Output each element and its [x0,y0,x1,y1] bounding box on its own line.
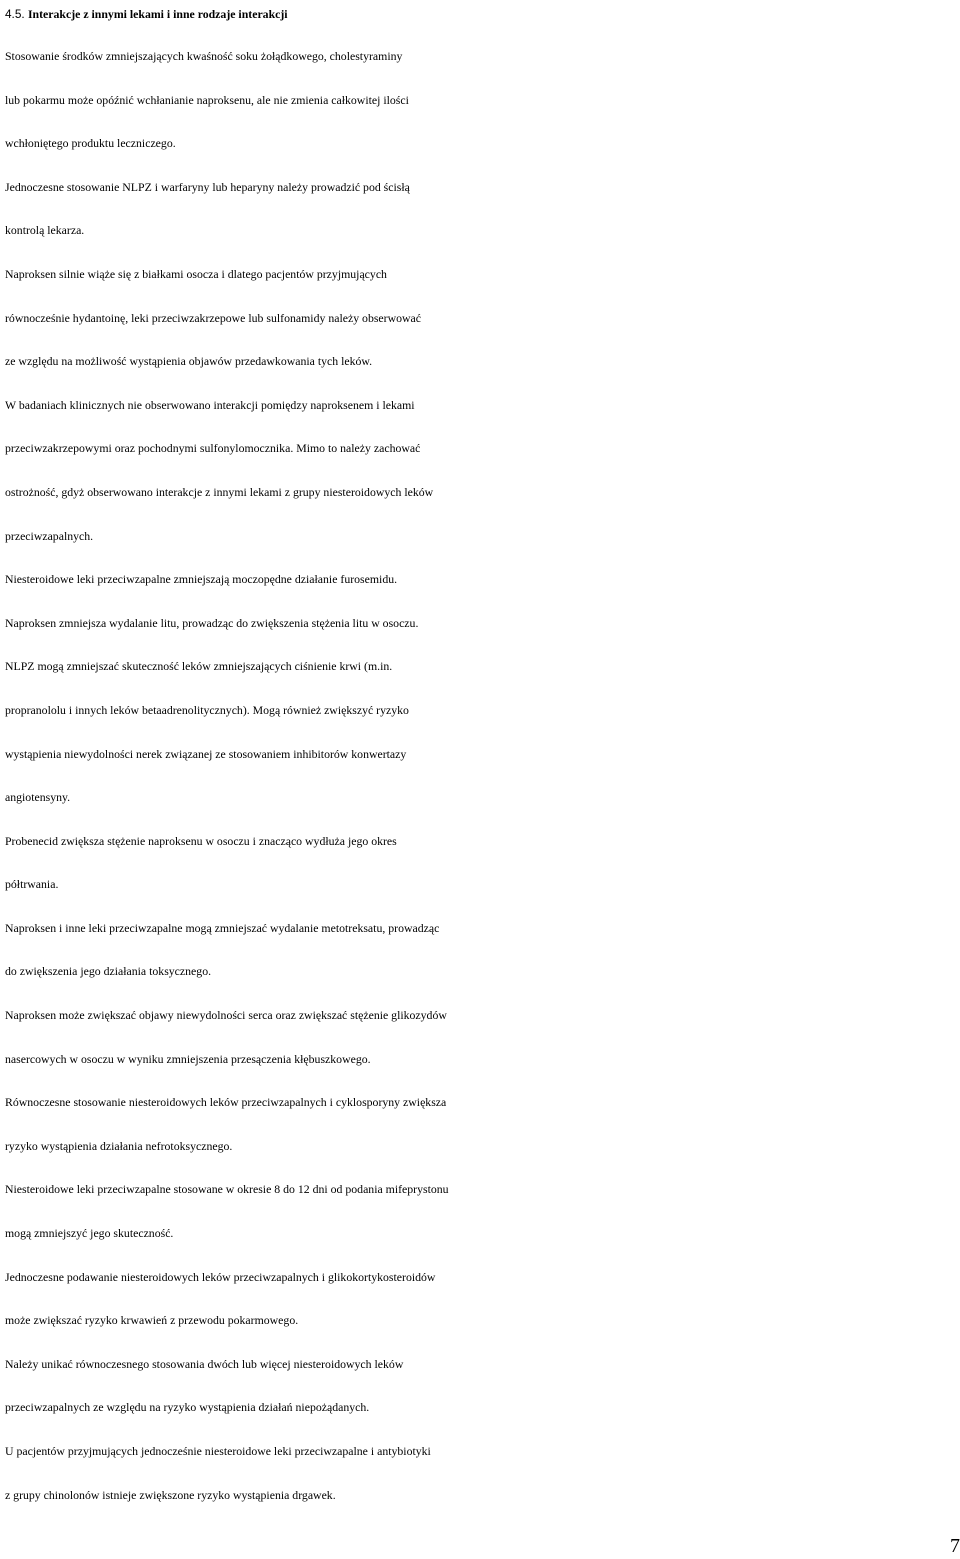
text-line: półtrwania. [5,877,59,892]
text-line: lub pokarmu może opóźnić wchłanianie naproksenu, ale nie zmienia całkowitej ilości [5,92,409,107]
text-line: Niesteroidowe leki przeciwzapalne zmniejszają moczopędne działanie furosemidu. [5,572,398,587]
section-title: Interakcje z innymi lekami i inne rodzaje interakcji [27,7,288,21]
text-line: równocześnie hydantoinę, leki przeciwzakrzepowe lub sulfonamidy należy obserwować [5,310,422,325]
text-line: Naproksen i inne leki przeciwzapalne mogą zmniejszać wydalanie metotreksatu, prowadząc [5,920,440,935]
text-line: Probenecid zwiększa stężenie naproksenu w osoczu i znacząco wydłuża jego okres [5,833,397,848]
text-line: angiotensyny. [5,790,71,805]
text-line: W badaniach klinicznych nie obserwowano interakcji pomiędzy naproksenem i lekami [5,397,415,412]
text-line: ze względu na możliwość wystąpienia objawów przedawkowania tych leków. [5,354,373,369]
text-line: Naproksen zmniejsza wydalanie litu, prowadząc do zwiększenia stężenia litu w osoczu. [5,615,419,630]
text-line: Niesteroidowe leki przeciwzapalne stosowane w okresie 8 do 12 dni od podania mifeprystonu [5,1182,449,1197]
text-line: Równoczesne stosowanie niesteroidowych leków przeciwzapalnych i cyklosporyny zwiększa [5,1095,447,1110]
text-line: Stosowanie środków zmniejszających kwaśność soku żołądkowego, cholestyraminy [5,49,403,63]
text-line: propranololu i innych leków betaadrenolitycznych). Mogą również zwiększyć ryzyko [5,702,409,717]
section-heading [5,0,960,26]
section-number: 4.5. [5,7,25,21]
text-line: NLPZ mogą zmniejszać skuteczność leków zmniejszających ciśnienie krwi (m.in. [5,659,393,674]
text-line: mogą zmniejszyć jego skuteczność. [5,1226,174,1241]
text-line: przeciwzapalnych ze względu na ryzyko wystąpienia działań niepożądanych. [5,1400,370,1415]
text-line: może zwiększać ryzyko krwawień z przewodu pokarmowego. [5,1313,299,1328]
text-line: wystąpienia niewydolności nerek związanej ze stosowaniem inhibitorów konwertazy [5,746,407,761]
text-line: nasercowych w osoczu w wyniku zmniejszenia przesączenia kłębuszkowego. [5,1051,371,1066]
text-line: ryzyko wystąpienia działania nefrotoksycznego. [5,1138,233,1153]
text-line: Naproksen silnie wiąże się z białkami osocza i dlatego pacjentów przyjmujących [5,266,387,281]
text-line: kontrolą lekarza. [5,223,85,238]
page-number: 7 [950,1535,960,1557]
text-line: z grupy chinolonów istnieje zwiększone ryzyko wystąpienia drgawek. [5,1487,336,1502]
text-line: Jednoczesne podawanie niesteroidowych leków przeciwzapalnych i glikokortykosteroidów [5,1269,436,1284]
document-page [5,0,960,1517]
text-line: Jednoczesne stosowanie NLPZ i warfaryny lub heparyny należy prowadzić pod ścisłą [5,179,410,194]
text-line: wchłoniętego produktu leczniczego. [5,136,176,151]
text-line: do zwiększenia jego działania toksycznego. [5,964,212,979]
text-line: Naproksen może zwiększać objawy niewydolności serca oraz zwiększać stężenie glikozydów [5,1008,447,1023]
text-line: Należy unikać równoczesnego stosowania dwóch lub więcej niesteroidowych leków [5,1356,404,1371]
text-line: ostrożność, gdyż obserwowano interakcje z innymi lekami z grupy niesteroidowych leków [5,484,434,499]
text-line: przeciwzapalnych. [5,528,94,543]
text-line: U pacjentów przyjmujących jednocześnie niesteroidowe leki przeciwzapalne i antybiotyki [5,1444,431,1458]
section-body [5,35,960,1517]
text-line: przeciwzakrzepowymi oraz pochodnymi sulfonylomocznika. Mimo to należy zachować [5,441,421,456]
